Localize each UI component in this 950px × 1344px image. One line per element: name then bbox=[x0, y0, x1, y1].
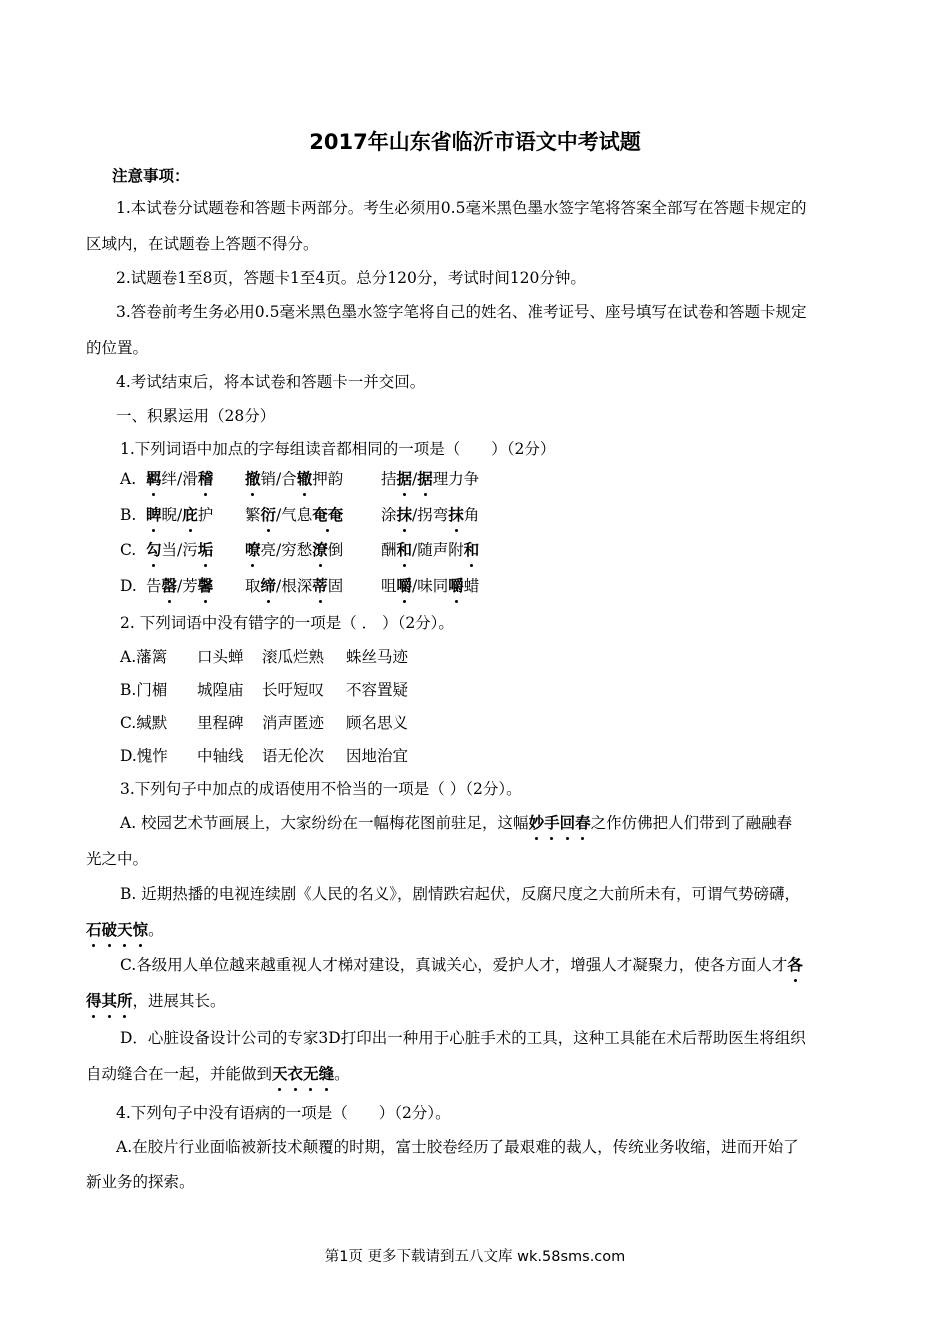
idiom-char: 回 bbox=[559, 813, 576, 832]
idiom-char: 天 bbox=[272, 1064, 288, 1083]
question-3-option-c-line-1: C.各级用人单位越来越重视人才梯对建设，真诚关心，爱护人才，增强人才凝聚力，使各方面人才各 bbox=[120, 955, 803, 974]
idiom-char: 石 bbox=[86, 920, 102, 939]
idiom-char: 惊 bbox=[132, 920, 149, 939]
question-3-option-c-line-2: 得其所，进展其长。 bbox=[86, 991, 226, 1010]
question-3-stem: 3.下列句子中加点的成语使用不恰当的一项是（ ）（2分）。 bbox=[120, 780, 522, 798]
notice-item-1-line-1: 1.本试卷分试题卷和答题卡两部分。考生必须用0.5毫米黑色墨水签字笔将答案全部写在答题卡规定的 bbox=[116, 199, 807, 217]
notice-item-1-line-2: 区域内，在试题卷上答题不得分。 bbox=[86, 235, 319, 253]
option-label: B. bbox=[120, 506, 137, 524]
idiom bbox=[272, 1064, 334, 1083]
notice-item-4: 4.考试结束后，将本试卷和答题卡一并交回。 bbox=[116, 373, 426, 391]
word-group: 睥睨/庇护 bbox=[146, 505, 214, 524]
question-4-stem: 4.下列句子中没有语病的一项是（ ）（2分）。 bbox=[116, 1104, 451, 1122]
notice-item-3-line-2: 的位置。 bbox=[86, 339, 149, 357]
section-1-heading: 一、积累运用（28分） bbox=[116, 407, 276, 425]
word-group: 撤销/合辙押韵 bbox=[245, 469, 344, 488]
idiom-char: 妙 bbox=[528, 813, 545, 832]
word-group: 繁衍/气息奄奄 bbox=[245, 505, 344, 524]
word-group: 涂抹/拐弯抹角 bbox=[381, 505, 480, 524]
word-group: 拮据/据理力争 bbox=[381, 469, 480, 488]
question-3-option-d-line-1: D．心脏设备设计公司的专家3D打印出一种用于心脏手术的工具，这种工具能在术后帮助医生将组织 bbox=[120, 1029, 806, 1047]
option-label: D. bbox=[120, 577, 137, 595]
idiom-char: 破 bbox=[101, 920, 118, 939]
question-3-option-b-line-1: B. 近期热播的电视连续剧《人民的名义》，剧情跌宕起伏，反腐尺度之大前所未有，可谓气势磅礴， bbox=[120, 885, 800, 903]
idiom-char: 春 bbox=[575, 813, 591, 832]
question-1-option-b bbox=[120, 505, 479, 525]
word-group: 勾当/污垢 bbox=[146, 540, 214, 559]
word-group: 取缔/根深蒂固 bbox=[245, 576, 344, 595]
question-4-option-a-line-2: 新业务的探索。 bbox=[86, 1173, 195, 1191]
question-1-option-a bbox=[120, 469, 479, 489]
notice-item-2: 2.试题卷1至8页，答题卡1至4页。总分120分，考试时间120分钟。 bbox=[116, 269, 586, 287]
question-1-option-d bbox=[120, 576, 479, 596]
word-group: 告罄/芳馨 bbox=[146, 576, 214, 595]
question-3-option-b-line-2: 石破天惊。 bbox=[86, 920, 164, 939]
question-2-stem: 2. 下列词语中没有错字的一项是（ ． ）（2分）。 bbox=[120, 614, 454, 632]
option-label: C. bbox=[120, 541, 137, 559]
idiom-char: 其 bbox=[101, 991, 118, 1010]
notice-item-3-line-1: 3.答卷前考生务必用0.5毫米黑色墨水签字笔将自己的姓名、准考证号、座号填写在试卷和答题卡规定 bbox=[116, 303, 807, 321]
page-title: 2017年山东省临沂市语文中考试题 bbox=[309, 130, 641, 154]
question-3-option-d-line-2: 自动缝合在一起，并能做到天衣无缝。 bbox=[86, 1064, 350, 1083]
question-1-stem: 1.下列词语中加点的字每组读音都相同的一项是（ ）（2分） bbox=[120, 440, 556, 458]
word-group: 咀嚼/味同嚼蜡 bbox=[381, 576, 480, 595]
idiom-char: 天 bbox=[117, 920, 133, 939]
question-4-option-a-line-1: A.在胶片行业面临被新技术颠覆的时期，富士胶卷经历了最艰难的裁人，传统业务收缩，进而开始了 bbox=[116, 1138, 799, 1156]
idiom-char: 衣 bbox=[287, 1064, 304, 1083]
idiom-char: 无 bbox=[303, 1064, 319, 1083]
word-group: 嘹亮/穷愁潦倒 bbox=[245, 540, 344, 559]
word-group: 酬和/随声附和 bbox=[381, 540, 480, 559]
idiom-char: 所 bbox=[117, 991, 133, 1010]
question-2-option-d: D.愧怍 中轴线 语无伦次 因地治宜 bbox=[120, 747, 409, 765]
idiom-char: 缝 bbox=[318, 1064, 335, 1083]
question-2-option-c: C.缄默 里程碑 消声匿迹 顾名思义 bbox=[120, 714, 409, 732]
question-1-option-c bbox=[120, 540, 479, 560]
question-3-option-a-line-1: A. 校园艺术节画展上，大家纷纷在一幅梅花图前驻足，这幅妙手回春之作仿佛把人们带到了融融春 bbox=[120, 813, 793, 832]
question-2-option-a: A.藩篱 口头蝉 滚瓜烂熟 蛛丝马迹 bbox=[120, 648, 409, 666]
idiom bbox=[529, 813, 591, 832]
idiom-char: 手 bbox=[544, 813, 560, 832]
notice-heading: 注意事项： bbox=[112, 166, 190, 185]
page-footer: 第1页 更多下载请到五八文库 wk.58sms.com bbox=[324, 1249, 626, 1265]
option-label: A. bbox=[120, 470, 137, 488]
word-group: 羁绊/滑稽 bbox=[146, 469, 214, 488]
idiom bbox=[86, 920, 148, 939]
idiom-char: 得 bbox=[86, 991, 102, 1010]
idiom bbox=[86, 991, 133, 1010]
question-3-option-a-line-2: 光之中。 bbox=[86, 850, 149, 868]
question-2-option-b: B.门楣 城隍庙 长吁短叹 不容置疑 bbox=[120, 681, 409, 699]
